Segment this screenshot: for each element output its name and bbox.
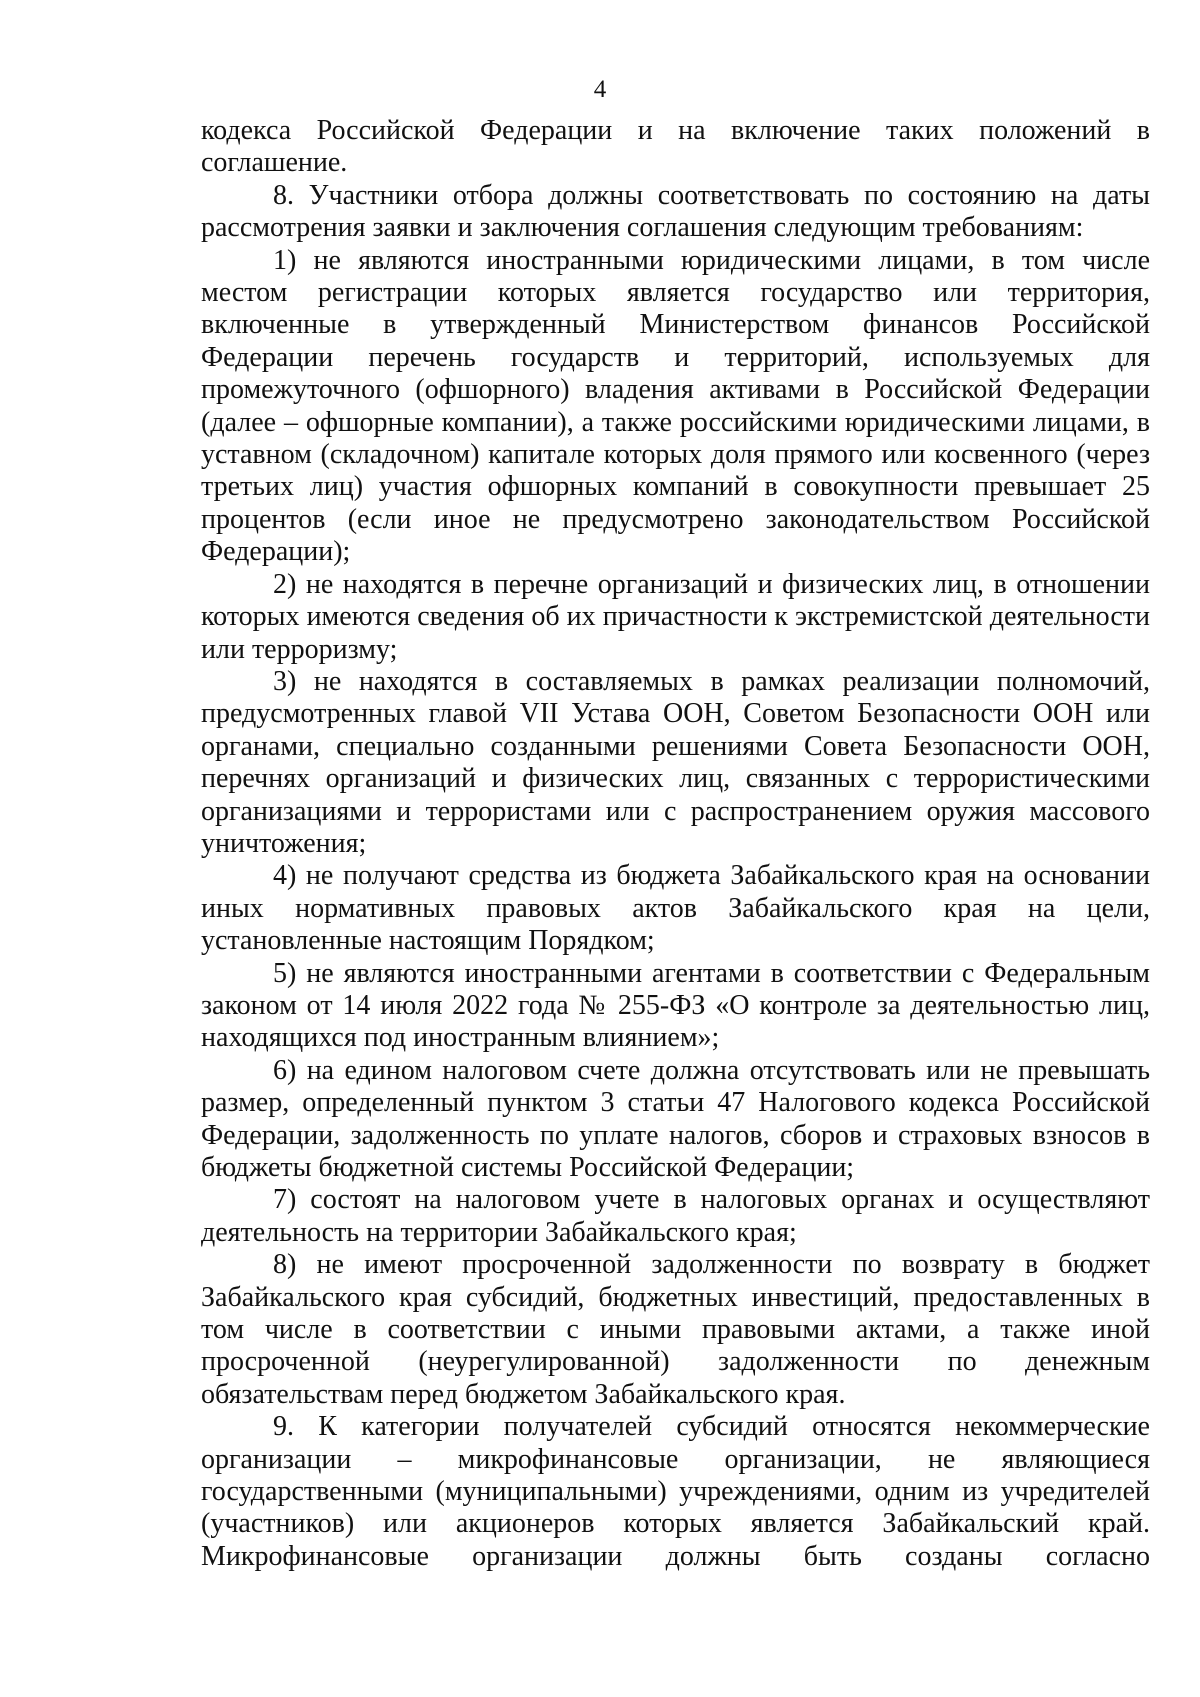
- paragraph: 4) не получают средства из бюджета Забайкальского края на основании иных нормативных правовых актов Забайкальского края на цели, установленные настоящим Порядком;: [201, 860, 1150, 957]
- page-number: 4: [593, 76, 607, 103]
- paragraph: 7) состоят на налоговом учете в налоговых органах и осуществляют деятельность на территории Забайкальского края;: [201, 1184, 1150, 1248]
- paragraph: 5) не являются иностранными агентами в соответствии с Федеральным законом от 14 июля 2022 года № 255-ФЗ «О контроле за деятельностью лиц, находящихся под иностранным влиянием»;: [201, 957, 1150, 1054]
- paragraph: 3) не находятся в составляемых в рамках реализации полномочий, предусмотренных главой VII Устава ООН, Советом Безопасности ООН или органами, специально созданными решениями Совета Безопасности ООН, перечнях организаций и физических лиц, связанных с террористическими организациями и террористами или с распространением оружия массового уничтожения;: [201, 665, 1150, 859]
- paragraph: 8. Участники отбора должны соответствовать по состоянию на даты рассмотрения заявки и заключения соглашения следующим требованиям:: [201, 179, 1150, 244]
- paragraph: кодекса Российской Федерации и на включение таких положений в соглашение.: [201, 115, 1150, 179]
- paragraph: 2) не находятся в перечне организаций и физических лиц, в отношении которых имеются сведения об их причастности к экстремистской деятельности или терроризму;: [201, 568, 1150, 665]
- document-body: [201, 115, 1150, 1573]
- paragraph: 1) не являются иностранными юридическими лицами, в том числе местом регистрации которых является государство или территория, включенные в утвержденный Министерством финансов Российской Федерации перечень государств и территорий, используемых для промежуточного (офшорного) владения активами в Российской Федерации (далее – офшорные компании), а также российскими юридическими лицами, в уставном (складочном) капитале которых доля прямого или косвенного (через третьих лиц) участия офшорных компаний в совокупности превышает 25 процентов (если иное не предусмотрено законодательством Российской Федерации);: [201, 244, 1150, 568]
- paragraph: 6) на едином налоговом счете должна отсутствовать или не превышать размер, определенный пунктом 3 статьи 47 Налогового кодекса Российской Федерации, задолженность по уплате налогов, сборов и страховых взносов в бюджеты бюджетной системы Российской Федерации;: [201, 1054, 1150, 1183]
- paragraph: 9. К категории получателей субсидий относятся некоммерческие организации – микрофинансовые организации, не являющиеся государственными (муниципальными) учреждениями, одним из учредителей (участников) или акционеров которых является Забайкальский край. Микрофинансовые организации должны быть созданы согласно: [201, 1411, 1150, 1572]
- paragraph: 8) не имеют просроченной задолженности по возврату в бюджет Забайкальского края субсидий, бюджетных инвестиций, предоставленных в том числе в соответствии с иными правовыми актами, а также иной просроченной (неурегулированной) задолженности по денежным обязательствам перед бюджетом Забайкальского края.: [201, 1249, 1150, 1410]
